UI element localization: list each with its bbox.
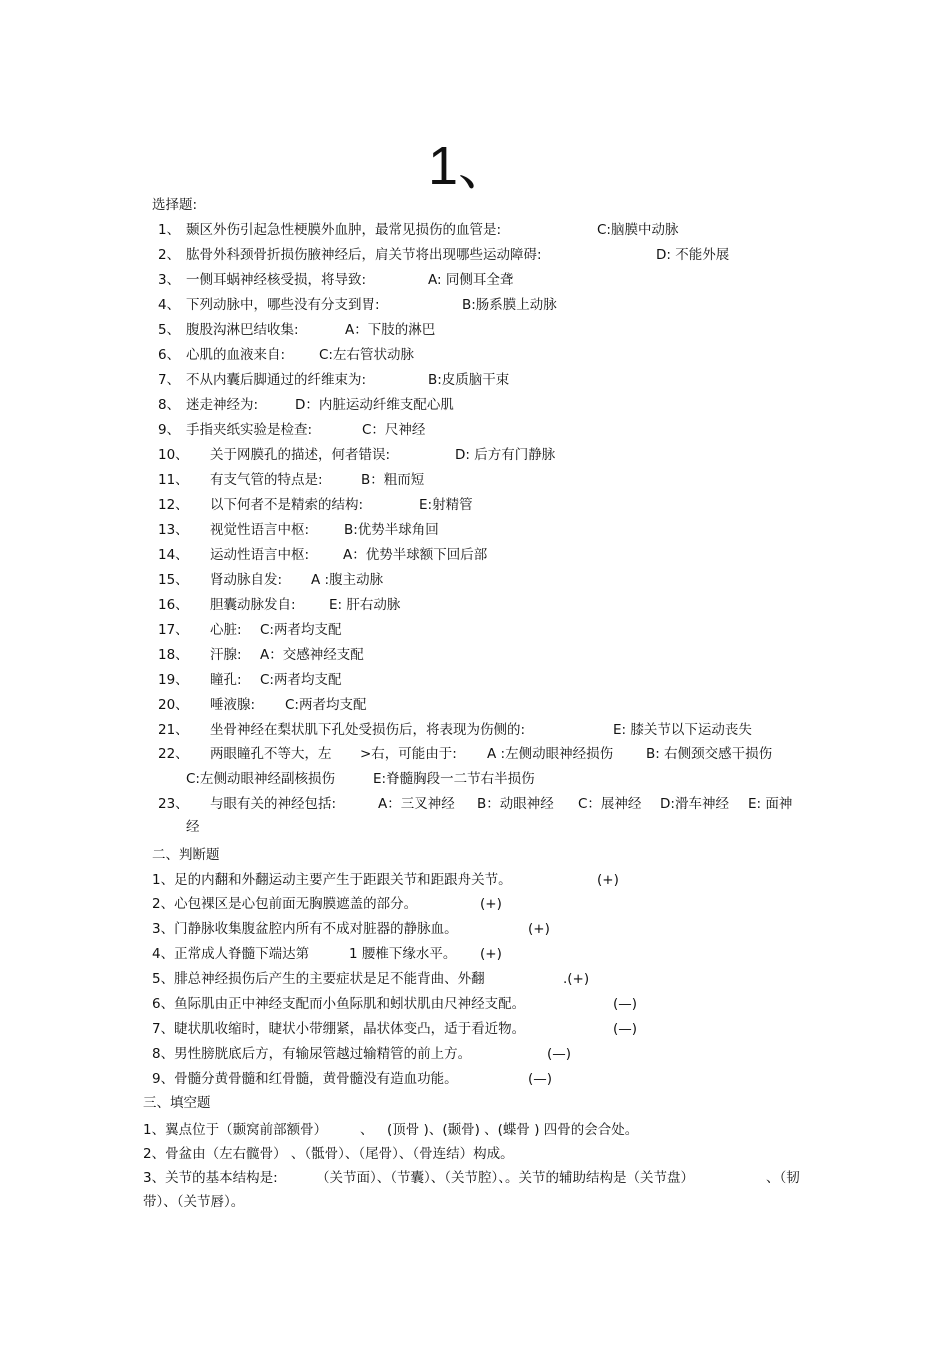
mcq-answer: C:两者均支配 (260, 672, 342, 688)
mcq-number: 17、 (158, 622, 189, 638)
mcq-number: 23、 (158, 796, 189, 812)
tf-statement: 7、睫状肌收缩时，睫状小带绷紧，晶状体变凸，适于看近物。 (152, 1021, 526, 1037)
tf-statement-cont: 1 腰椎下缘水平。 (349, 946, 457, 962)
tf-statement: 3、门静脉收集腹盆腔内所有不成对脏器的静脉血。 (152, 921, 458, 937)
mcq-number: 19、 (158, 672, 189, 688)
mcq-number: 18、 (158, 647, 189, 663)
tf-statement: 4、正常成人脊髓下端达第 (152, 946, 310, 962)
tf-mark: (+) (528, 921, 550, 937)
mcq-question: 以下何者不是精索的结构: (210, 497, 364, 513)
mcq-number: 21、 (158, 722, 189, 738)
mcq-option-a: A :左侧动眼神经损伤 (487, 746, 614, 762)
tf-statement: 8、男性膀胱底后方，有输尿管越过输精管的前上方。 (152, 1046, 472, 1062)
mcq-question: 两眼瞳孔不等大，左 (210, 746, 332, 762)
fill-text: 、（韧 (766, 1170, 800, 1186)
mcq-answer: C:两者均支配 (260, 622, 342, 638)
mcq-question-cont: >右，可能由于: (360, 746, 457, 762)
mcq-number: 8、 (158, 397, 181, 413)
mcq-question: 瞳孔: (210, 672, 242, 688)
mcq-number: 13、 (158, 522, 189, 538)
mcq-option-c: C:左侧动眼神经副核损伤 (186, 771, 335, 787)
mcq-question: 有支气管的特点是: (210, 472, 323, 488)
tf-statement: 1、足的内翻和外翻运动主要产生于距跟关节和距跟舟关节。 (152, 872, 512, 888)
mcq-option-b: B: 右侧颈交感干损伤 (646, 746, 773, 762)
fill-text: (顶骨 )、(颞骨) 、(蝶骨 ) 四骨的会合处。 (387, 1122, 639, 1138)
mcq-option-a: A：三叉神经 (378, 796, 455, 812)
fill-heading: 三、填空题 (143, 1095, 211, 1111)
mcq-number: 9、 (158, 422, 181, 438)
mcq-number: 16、 (158, 597, 189, 613)
mcq-option-b: B：动眼神经 (477, 796, 554, 812)
mcq-question: 坐骨神经在梨状肌下孔处受损伤后，将表现为伤侧的: (210, 722, 526, 738)
mcq-answer: D: 不能外展 (656, 247, 730, 263)
mcq-question: 关于网膜孔的描述，何者错误: (210, 447, 391, 463)
tf-heading: 二、判断题 (152, 847, 220, 863)
tf-statement: 6、鱼际肌由正中神经支配而小鱼际肌和蚓状肌由尺神经支配。 (152, 996, 526, 1012)
mcq-number: 14、 (158, 547, 189, 563)
mcq-question: 颞区外伤引起急性梗膜外血肿，最常见损伤的血管是: (186, 222, 502, 238)
mcq-item-23-cont: 经 (186, 819, 200, 835)
mcq-answer: D: 后方有门静脉 (455, 447, 556, 463)
mcq-question: 肱骨外科颈骨折损伤腋神经后，肩关节将出现哪些运动障碍: (186, 247, 542, 263)
tf-mark: .(+) (563, 971, 590, 987)
mcq-number: 10、 (158, 447, 189, 463)
mcq-answer: A：下肢的淋巴 (345, 322, 436, 338)
mcq-question: 不从内囊后脚通过的纤维束为: (186, 372, 367, 388)
mcq-question: 与眼有关的神经包括: (210, 796, 337, 812)
mcq-question: 迷走神经为: (186, 397, 259, 413)
tf-mark: (—) (547, 1046, 572, 1062)
tf-mark: (+) (480, 896, 502, 912)
mcq-number: 4、 (158, 297, 181, 313)
mcq-number: 1、 (158, 222, 181, 238)
tf-statement: 9、骨髓分黄骨髓和红骨髓，黄骨髓没有造血功能。 (152, 1071, 458, 1087)
mcq-answer: C:两者均支配 (285, 697, 367, 713)
mcq-answer: E:射精管 (419, 497, 473, 513)
mcq-question: 心脏: (210, 622, 242, 638)
mcq-question: 唾液腺: (210, 697, 256, 713)
mcq-number: 11、 (158, 472, 189, 488)
mcq-number: 6、 (158, 347, 181, 363)
mcq-answer: C:左右管状动脉 (319, 347, 414, 363)
mcq-option-d: D:滑车神经 (660, 796, 729, 812)
tf-mark: (—) (613, 996, 638, 1012)
mcq-number: 15、 (158, 572, 189, 588)
mcq-answer: A: 同侧耳全聋 (428, 272, 514, 288)
tf-statement: 2、心包裸区是心包前面无胸膜遮盖的部分。 (152, 896, 418, 912)
mcq-question: 胆囊动脉发自: (210, 597, 296, 613)
tf-statement: 5、腓总神经损伤后产生的主要症状是足不能背曲、外翻 (152, 971, 485, 987)
mcq-answer: E: 肝右动脉 (329, 597, 401, 613)
mcq-answer: C:脑膜中动脉 (597, 222, 679, 238)
mcq-number: 12、 (158, 497, 189, 513)
mcq-heading: 选择题: (152, 197, 198, 213)
mcq-question: 运动性语言中枢: (210, 547, 310, 563)
mcq-answer: B:优势半球角回 (344, 522, 439, 538)
fill-line-4: 带）、（关节唇）。 (143, 1194, 245, 1210)
mcq-question: 视觉性语言中枢: (210, 522, 310, 538)
mcq-question: 一侧耳蜗神经核受损，将导致: (186, 272, 367, 288)
mcq-number: 7、 (158, 372, 181, 388)
mcq-option-e: E:脊髓胸段一二节右半损伤 (373, 771, 535, 787)
mcq-number: 22、 (158, 746, 189, 762)
mcq-answer: B:皮质脑干束 (428, 372, 510, 388)
mcq-number: 20、 (158, 697, 189, 713)
tf-mark: (+) (597, 872, 619, 888)
fill-text: 、 (360, 1122, 374, 1138)
fill-text: 3、关节的基本结构是: (143, 1170, 278, 1186)
mcq-number: 2、 (158, 247, 181, 263)
mcq-option-e: E: 面神 (748, 796, 793, 812)
mcq-answer: A：交感神经支配 (260, 647, 364, 663)
mcq-answer: B:肠系膜上动脉 (462, 297, 557, 313)
mcq-number: 5、 (158, 322, 181, 338)
mcq-question: 手指夹纸实验是检查: (186, 422, 313, 438)
mcq-answer: A :腹主动脉 (311, 572, 384, 588)
mcq-answer: C：尺神经 (362, 422, 426, 438)
mcq-question: 下列动脉中，哪些没有分支到胃: (186, 297, 380, 313)
tf-mark: (+) (480, 946, 502, 962)
tf-mark: (—) (528, 1071, 553, 1087)
mcq-question: 腹股沟淋巴结收集: (186, 322, 299, 338)
mcq-answer: B：粗而短 (361, 472, 425, 488)
mcq-question: 汗腺: (210, 647, 242, 663)
fill-text: （关节面）、（节囊）、（关节腔）、。关节的辅助结构是（关节盘） (316, 1170, 694, 1186)
mcq-question: 肾动脉自发: (210, 572, 283, 588)
mcq-option-c: C：展神经 (578, 796, 642, 812)
mcq-answer: A：优势半球额下回后部 (343, 547, 488, 563)
page-title: 1、 (428, 136, 513, 196)
mcq-answer: D：内脏运动纤维支配心肌 (295, 397, 454, 413)
mcq-number: 3、 (158, 272, 181, 288)
mcq-answer: E: 膝关节以下运动丧失 (613, 722, 752, 738)
fill-line-2: 2、骨盆由（左右髋骨） 、（骶骨）、（尾骨）、（骨连结）构成。 (143, 1146, 514, 1162)
mcq-question: 心肌的血液来自: (186, 347, 286, 363)
fill-text: 1、翼点位于（颞窝前部额骨） (143, 1122, 328, 1138)
tf-mark: (—) (613, 1021, 638, 1037)
